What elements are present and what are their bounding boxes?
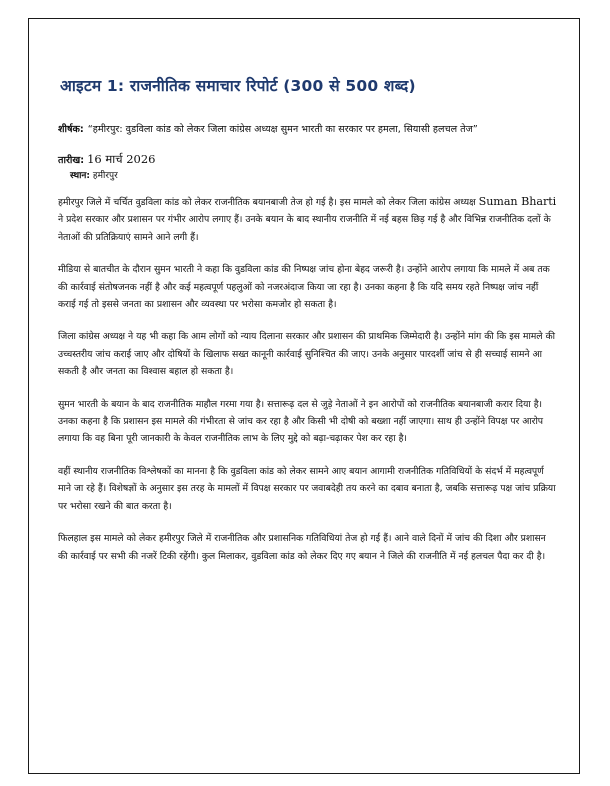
headline-label: शीर्षक: (58, 124, 84, 135)
place-row (70, 169, 558, 183)
document-body (58, 74, 558, 580)
paragraph-3: जिला कांग्रेस अध्यक्ष ने यह भी कहा कि आम लोगों को न्याय दिलाना सरकार और प्रशासन की प्राथमिक जिम्मेदारी है। उन्होंने मांग की कि इस मामले की उच्चस्तरीय जांच कराई जाए और दोषियों के खिलाफ सख्त कानूनी कार्रवाई सुनिश्चित की जाए। उनके अनुसार पारदर्शी जांच से ही सच्चाई सामने आ सकती है और जनता का विश्वास बहाल हो सकता है। (58, 331, 555, 378)
paragraph-1 (58, 193, 558, 246)
place-label: स्थान: (70, 171, 90, 181)
headline-row (58, 122, 558, 138)
paragraph-2: मीडिया से बातचीत के दौरान सुमन भारती ने कहा कि वुडविला कांड की निष्पक्ष जांच होना बेहद जरूरी है। उन्होंने आरोप लगाया कि मामले में अब तक की कार्रवाई संतोषजनक नहीं है और कई महत्वपूर्ण पहलुओं को नजरअंदाज किया जा रहा है। उनका कहना है कि यदि समय रहते निष्पक्ष जांच नहीं कराई गई तो इससे जनता का प्रशासन और व्यवस्था पर भरोसा कमजोर हो सकता है। (58, 264, 550, 311)
person-name: Suman Bharti (478, 195, 557, 208)
paragraph-1-part-b: ने प्रदेश सरकार और प्रशासन पर गंभीर आरोप लगाए हैं। उनके बयान के बाद स्थानीय राजनीति में नई बहस छिड़ गई है और विभिन्न राजनीतिक दलों के नेताओं की प्रतिक्रियाएं सामने आने लगी हैं। (58, 214, 551, 243)
document-heading: आइटम 1: राजनीतिक समाचार रिपोर्ट (300 से 500 शब्द) (60, 77, 416, 95)
paragraph-4: सुमन भारती के बयान के बाद राजनीतिक माहौल गरमा गया है। सत्तारूढ़ दल से जुड़े नेताओं ने इन आरोपों को राजनीतिक बयानबाजी करार दिया है। उनका कहना है कि प्रशासन इस मामले की गंभीरता से जांच कर रहा है और किसी भी दोषी को बख्शा नहीं जाएगा। साथ ही उन्होंने विपक्ष पर आरोप लगाया कि वह बिना पूरी जानकारी के केवल राजनीतिक लाभ के लिए मुद्दे को बढ़ा-चढ़ाकर पेश कर रहा है। (58, 398, 543, 445)
paragraph-1-part-a: हमीरपुर जिले में चर्चित वुडविला कांड को लेकर राजनीतिक बयानबाजी तेज हो गई है। इस मामले को लेकर जिला कांग्रेस अध्यक्ष (58, 197, 476, 208)
date-label: तारीख: (58, 155, 85, 166)
date-row (58, 152, 558, 168)
paragraph-6: फिलहाल इस मामले को लेकर हमीरपुर जिले में राजनीतिक और प्रशासनिक गतिविधियां तेज हो गई हैं। आने वाले दिनों में जांच की दिशा और प्रशासन की कार्रवाई पर सभी की नजरें टिकी रहेंगी। कुल मिलाकर, वुडविला कांड को लेकर दिए गए बयान ने जिले की राजनीति में नई हलचल पैदा कर दी है। (58, 533, 546, 562)
paragraph-5: वहीं स्थानीय राजनीतिक विश्लेषकों का मानना है कि वुडविला कांड को लेकर सामने आए बयान आगामी राजनीतिक गतिविधियों के संदर्भ में महत्वपूर्ण माने जा रहे हैं। विशेषज्ञों के अनुसार इस तरह के मामलों में विपक्ष सरकार पर जवाबदेही तय करने का दबाव बनाता है, जबकि सत्तारूढ़ पक्ष जांच प्रक्रिया पर भरोसा रखने की बात करता है। (58, 465, 556, 512)
place-value: हमीरपुर (92, 171, 118, 181)
headline-text: “हमीरपुर: वुडविला कांड को लेकर जिला कांग्रेस अध्यक्ष सुमन भारती का सरकार पर हमला, सियासी हलचल तेज” (87, 124, 478, 135)
date-value: 16 मार्च 2026 (87, 152, 156, 166)
